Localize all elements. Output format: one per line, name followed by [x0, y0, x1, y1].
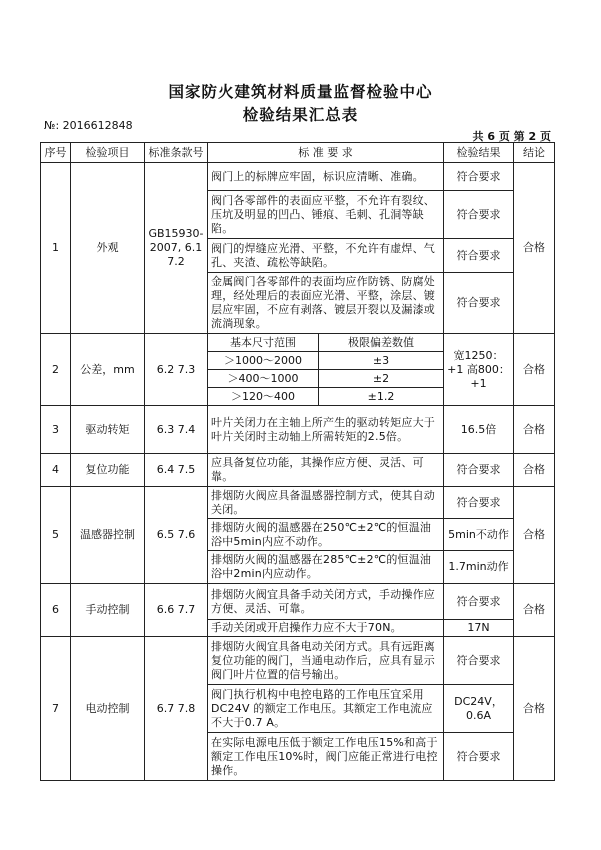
table-header-row — [41, 143, 555, 163]
item-name: 驱动转矩 — [71, 406, 145, 454]
table-row — [41, 584, 555, 620]
size-range: ＞1000～2000 — [208, 352, 318, 370]
col-header: 序号 — [41, 143, 71, 163]
result: 符合要求 — [444, 273, 514, 334]
page-info: 共 6 页 第 2 页 — [472, 130, 551, 143]
result: 1.7min动作 — [444, 551, 514, 584]
result: 5min不动作 — [444, 519, 514, 551]
clause-number: 6.2 7.3 — [145, 334, 208, 406]
conclusion: 合格 — [514, 454, 555, 487]
table-row — [41, 334, 555, 406]
conclusion: 合格 — [514, 334, 555, 406]
table-row — [41, 163, 555, 191]
requirement: 手动关闭或开启操作力应不大于70N。 — [208, 620, 444, 637]
conclusion: 合格 — [514, 406, 555, 454]
clause-number: 6.7 7.8 — [145, 637, 208, 781]
sub-header: 极限偏差数值 — [318, 334, 443, 352]
deviation: ±1.2 — [318, 388, 443, 406]
requirement: 应具备复位功能，其操作应方便、灵活、可靠。 — [208, 454, 444, 487]
clause-number: 6.5 7.6 — [145, 487, 208, 584]
requirement: 排烟防火阀的温感器在285℃±2℃的恒温油浴中2min内应动作。 — [208, 551, 444, 584]
requirement: 排烟防火阀的温感器在250℃±2℃的恒温油浴中5min内应不动作。 — [208, 519, 444, 551]
result: 符合要求 — [444, 239, 514, 273]
col-header: 检验项目 — [71, 143, 145, 163]
clause-number: 6.3 7.4 — [145, 406, 208, 454]
requirement: 排烟防火阀应具备温感器控制方式，使其自动关闭。 — [208, 487, 444, 519]
tolerance-subtable — [208, 334, 444, 406]
table-row — [41, 454, 555, 487]
requirement: 叶片关闭力在主轴上所产生的驱动转矩应大于叶片关闭时主动轴上所需转矩的2.5倍。 — [208, 406, 444, 454]
result: 符合要求 — [444, 191, 514, 239]
table-row — [41, 637, 555, 685]
item-name: 公差，mm — [71, 334, 145, 406]
item-number: 4 — [41, 454, 71, 487]
item-number: 6 — [41, 584, 71, 637]
conclusion: 合格 — [514, 584, 555, 637]
report-subtitle: 检验结果汇总表 — [242, 106, 359, 124]
document-number: №: 2016612848 — [44, 119, 133, 132]
item-name: 外观 — [71, 163, 145, 334]
result: 宽1250：+1 高800：+1 — [444, 334, 514, 406]
conclusion: 合格 — [514, 487, 555, 584]
deviation: ±3 — [318, 352, 443, 370]
sub-header: 基本尺寸范围 — [208, 334, 318, 352]
item-name: 温感器控制 — [71, 487, 145, 584]
table-row — [41, 487, 555, 519]
col-header: 检验结果 — [444, 143, 514, 163]
result: 符合要求 — [444, 454, 514, 487]
deviation: ±2 — [318, 370, 443, 388]
result: 符合要求 — [444, 584, 514, 620]
requirement: 排烟防火阀宜具备手动关闭方式，手动操作应方便、灵活、可靠。 — [208, 584, 444, 620]
requirement: 阀门上的标牌应牢固，标识应清晰、准确。 — [208, 163, 444, 191]
clause-number: 6.4 7.5 — [145, 454, 208, 487]
requirement: 阀门执行机构中电控电路的工作电压宜采用 DC24V 的额定工作电压。其额定工作电流应不大于0.7 A。 — [208, 685, 444, 733]
item-number: 3 — [41, 406, 71, 454]
result: 16.5倍 — [444, 406, 514, 454]
result: 符合要求 — [444, 163, 514, 191]
requirement: 阀门各零部件的表面应平整，不允许有裂纹、压坑及明显的凹凸、锤痕、毛刺、孔洞等缺陷。 — [208, 191, 444, 239]
item-number: 5 — [41, 487, 71, 584]
result: DC24V，0.6A — [444, 685, 514, 733]
result: 符合要求 — [444, 637, 514, 685]
item-name: 电动控制 — [71, 637, 145, 781]
col-header: 结论 — [514, 143, 555, 163]
clause-number: GB15930-2007, 6.1 7.2 — [145, 163, 208, 334]
item-name: 手动控制 — [71, 584, 145, 637]
conclusion: 合格 — [514, 163, 555, 334]
requirement: 阀门的焊缝应光滑、平整，不允许有虚焊、气孔、夹渣、疏松等缺陷。 — [208, 239, 444, 273]
table-row — [41, 406, 555, 454]
item-name: 复位功能 — [71, 454, 145, 487]
item-number: 1 — [41, 163, 71, 334]
report-title: 国家防火建筑材料质量监督检验中心 — [168, 83, 433, 101]
size-range: ＞400～1000 — [208, 370, 318, 388]
requirement: 在实际电源电压低于额定工作电压15%和高于额定工作电压10%时，阀门应能正常进行电控操作。 — [208, 733, 444, 781]
results-table — [40, 142, 555, 781]
result: 17N — [444, 620, 514, 637]
clause-number: 6.6 7.7 — [145, 584, 208, 637]
item-number: 7 — [41, 637, 71, 781]
result: 符合要求 — [444, 733, 514, 781]
item-number: 2 — [41, 334, 71, 406]
result: 符合要求 — [444, 487, 514, 519]
requirement: 金属阀门各零部件的表面均应作防锈、防腐处理，经处理后的表面应光滑、平整，涂层、镀层应牢固，不应有剥落、镀层开裂以及漏漆或流淌现象。 — [208, 273, 444, 334]
requirement: 排烟防火阀宜具备电动关闭方式。具有远距离复位功能的阀门，当通电动作后，应具有显示阀门叶片位置的信号输出。 — [208, 637, 444, 685]
size-range: ＞120～400 — [230, 389, 295, 403]
col-header: 标 准 要 求 — [208, 143, 444, 163]
conclusion: 合格 — [514, 637, 555, 781]
col-header: 标准条款号 — [145, 143, 208, 163]
